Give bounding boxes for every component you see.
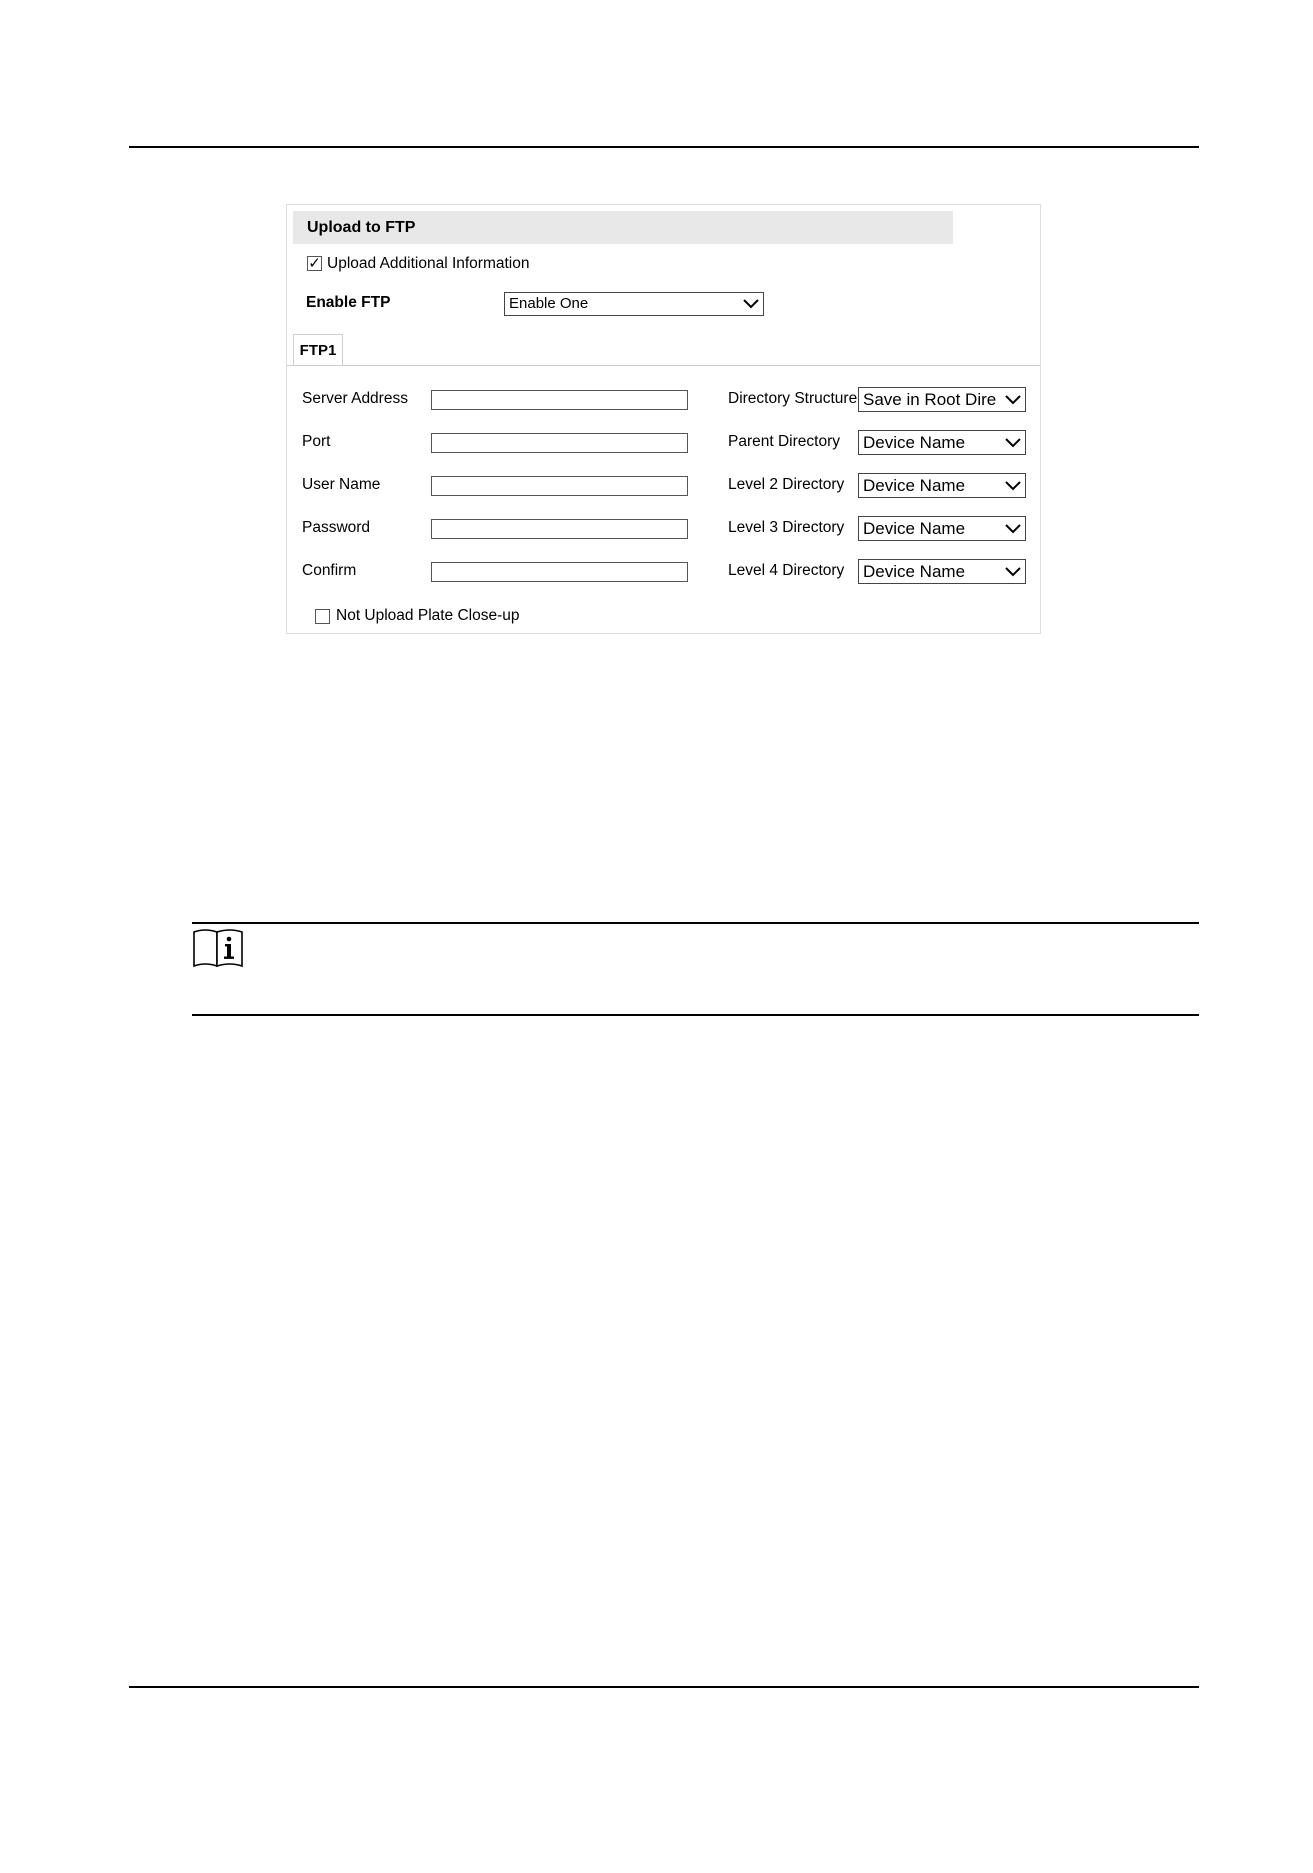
note-top-rule <box>192 922 1199 924</box>
level3-directory-label: Level 3 Directory <box>728 519 845 536</box>
level4-directory-select[interactable] <box>858 559 1026 584</box>
header-rule <box>129 146 1199 148</box>
tab-ftp1[interactable]: FTP1 <box>293 334 343 366</box>
chevron-down-icon <box>1005 481 1021 491</box>
password-label: Password <box>302 519 371 536</box>
level3-directory-value: Device Name <box>863 519 966 538</box>
server-address-input[interactable] <box>431 390 688 410</box>
enable-ftp-select[interactable] <box>504 292 764 316</box>
server-address-label: Server Address <box>302 390 408 407</box>
level4-directory-label: Level 4 Directory <box>728 562 845 579</box>
directory-structure-select[interactable] <box>858 387 1026 412</box>
level2-directory-label: Level 2 Directory <box>728 476 845 493</box>
chevron-down-icon <box>1005 524 1021 534</box>
not-upload-plate-label: Not Upload Plate Close-up <box>336 607 520 624</box>
level2-directory-select[interactable] <box>858 473 1026 498</box>
not-upload-plate-checkbox[interactable] <box>315 609 330 624</box>
port-label: Port <box>302 433 331 450</box>
user-name-label: User Name <box>302 476 381 493</box>
level2-directory-value: Device Name <box>863 476 966 495</box>
tab-divider <box>287 365 1040 366</box>
chevron-down-icon <box>1005 395 1021 405</box>
footer-rule <box>129 1686 1199 1688</box>
note-book-icon <box>192 928 244 968</box>
chevron-down-icon <box>1005 438 1021 448</box>
note-bottom-rule <box>192 1014 1199 1016</box>
chevron-down-icon <box>743 299 759 309</box>
parent-directory-value: Device Name <box>863 433 966 452</box>
password-input[interactable] <box>431 519 688 539</box>
directory-structure-value: Save in Root Dire <box>863 390 997 409</box>
enable-ftp-value: Enable One <box>509 295 589 312</box>
upload-additional-checkbox[interactable]: ✓ <box>308 255 321 272</box>
parent-directory-label: Parent Directory <box>728 433 840 450</box>
level4-directory-value: Device Name <box>863 562 966 581</box>
panel-title: Upload to FTP <box>293 211 953 244</box>
confirm-input[interactable] <box>431 562 688 582</box>
parent-directory-select[interactable] <box>858 430 1026 455</box>
port-input[interactable] <box>431 433 688 453</box>
confirm-label: Confirm <box>302 562 357 579</box>
enable-ftp-label: Enable FTP <box>306 294 391 311</box>
level3-directory-select[interactable] <box>858 516 1026 541</box>
upload-additional-label: Upload Additional Information <box>327 255 530 272</box>
chevron-down-icon <box>1005 567 1021 577</box>
directory-structure-label: Directory Structure <box>728 390 858 407</box>
user-name-input[interactable] <box>431 476 688 496</box>
upload-ftp-panel <box>286 204 1041 634</box>
